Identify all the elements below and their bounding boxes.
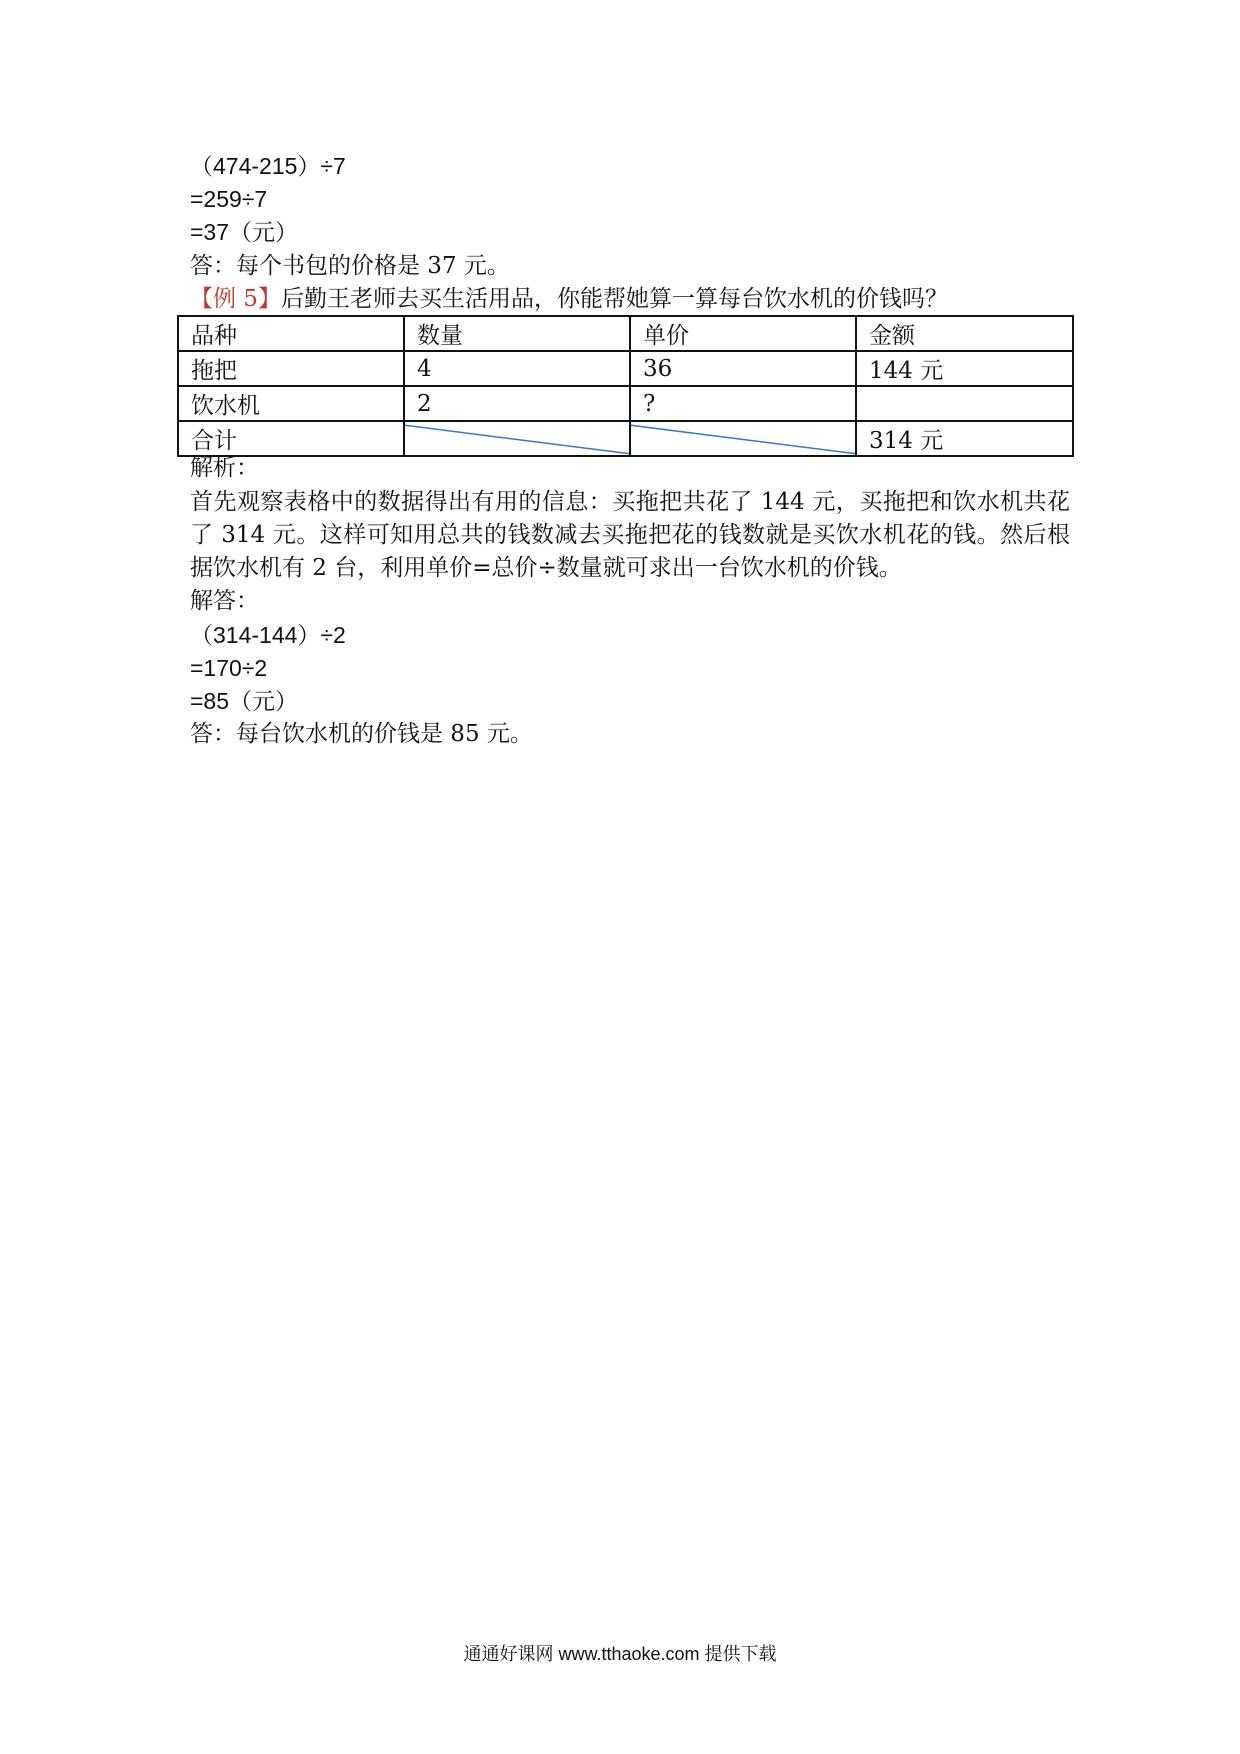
table-cell: 4 (404, 351, 630, 386)
table-header-cell: 数量 (404, 316, 630, 351)
prev-solution-line-1: （474-215）÷7 (190, 153, 346, 179)
table-cell: 合计 (178, 421, 404, 456)
diagonal-slash (631, 422, 855, 455)
analysis-text: 首先观察表格中的数据得出有用的信息：买拖把共花了 144 元，买拖把和饮水机共花了 314 元。这样可知用总共的钱数减去买拖把花的钱数就是买饮水机花的钱。然后根据饮水机有 2 台，利用单价=总价÷数量就可求出一台饮水机的价钱。 (190, 489, 1070, 581)
table-cell: 144 元 (856, 351, 1073, 386)
footer-source: 通通好课网 www.tthaoke.com 提供下载 (463, 1644, 777, 1664)
table-header-cell: 品种 (178, 316, 404, 351)
example-question: 后勤王老师去买生活用品，你能帮她算一算每台饮水机的价钱吗？ (280, 286, 948, 312)
example-5-heading (190, 283, 948, 315)
solution-label: 解答： (190, 588, 259, 614)
table-cell-slashed (630, 421, 856, 456)
analysis-label: 解析： (190, 455, 259, 481)
table-cell: 36 (630, 351, 856, 386)
example-tag: 【例 5】 (190, 286, 281, 312)
table-header-row (178, 316, 1073, 351)
prev-answer: 答：每个书包的价格是 37 元。 (190, 253, 510, 279)
table-cell: 314 元 (856, 421, 1073, 456)
solution-line-3: =85（元） (190, 688, 299, 714)
solution-answer: 答：每台饮水机的价钱是 85 元。 (190, 721, 533, 747)
table-cell: 拖把 (178, 351, 404, 386)
table-header-cell: 单价 (630, 316, 856, 351)
prev-solution-line-2: =259÷7 (190, 186, 268, 212)
diagonal-slash (405, 422, 629, 455)
solution-line-2: =170÷2 (190, 655, 268, 681)
table-row (178, 421, 1073, 456)
table-cell: ? (630, 386, 856, 421)
price-table (177, 315, 1074, 457)
table-row (178, 386, 1073, 421)
table-cell (856, 386, 1073, 421)
table-header-cell: 金额 (856, 316, 1073, 351)
table-cell-slashed (404, 421, 630, 456)
prev-solution-line-3: =37（元） (190, 219, 299, 245)
table-row (178, 351, 1073, 386)
table-cell: 2 (404, 386, 630, 421)
table-cell: 饮水机 (178, 386, 404, 421)
solution-line-1: （314-144）÷2 (190, 622, 346, 648)
